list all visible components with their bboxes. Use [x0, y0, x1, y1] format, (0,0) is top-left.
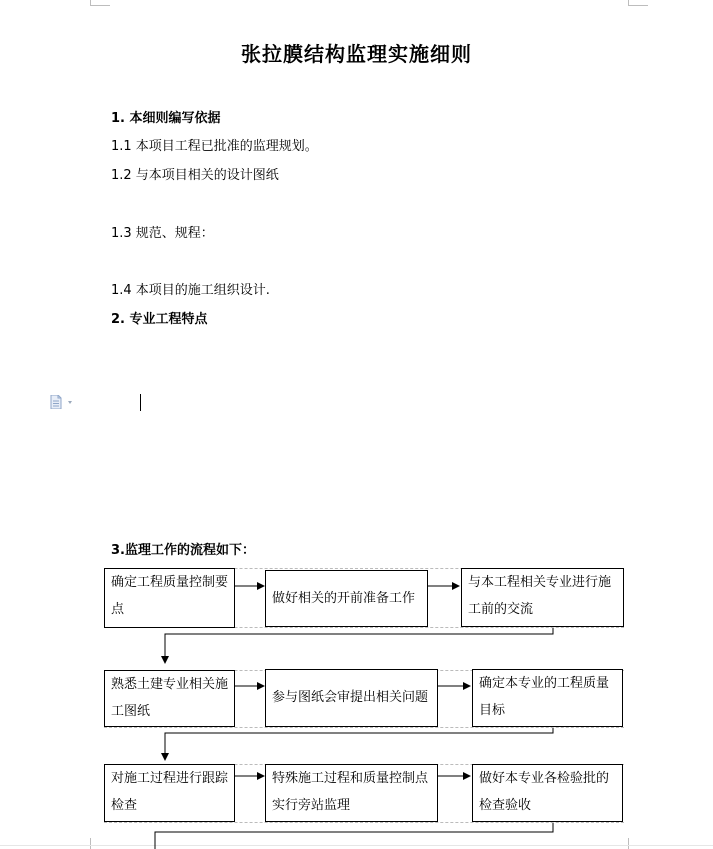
section-3-heading: 3.监理工作的流程如下： — [111, 543, 255, 558]
flow-box-r2-c2: 参与图纸会审提出相关问题 — [265, 669, 438, 727]
table-gridline — [104, 822, 624, 823]
flow-box-r3-c2: 特殊施工过程和质量控制点实行旁站监理 — [265, 764, 438, 822]
flow-box-r1-c2: 做好相关的开前准备工作 — [265, 570, 428, 627]
arrow — [165, 627, 553, 663]
section-1-4: 1.4 本项目的施工组织设计. — [111, 283, 270, 298]
document-title: 张拉膜结构监理实施细则 — [241, 42, 472, 66]
flow-box-r1-c1: 确定工程质量控制要点 — [104, 568, 235, 628]
flow-box-r3-c1: 对施工过程进行跟踪检查 — [104, 764, 235, 822]
section-2-heading: 2. 专业工程特点 — [111, 312, 208, 327]
section-1-3: 1.3 规范、规程： — [111, 226, 214, 241]
flow-box-r1-c3: 与本工程相关专业进行施工前的交流 — [461, 568, 624, 627]
flow-box-r2-c3: 确定本专业的工程质量目标 — [472, 669, 623, 727]
flow-box-r3-c3: 做好本专业各检验批的检查验收 — [472, 764, 623, 822]
flow-box-r2-c1: 熟悉土建专业相关施工图纸 — [104, 670, 235, 727]
section-1-1: 1.1 本项目工程已批准的监理规划。 — [111, 139, 318, 154]
section-1-heading: 1. 本细则编写依据 — [111, 111, 221, 126]
arrow — [155, 822, 553, 849]
table-gridline — [104, 727, 624, 728]
section-1-2: 1.2 与本项目相关的设计图纸 — [111, 168, 279, 183]
arrow — [165, 727, 553, 760]
